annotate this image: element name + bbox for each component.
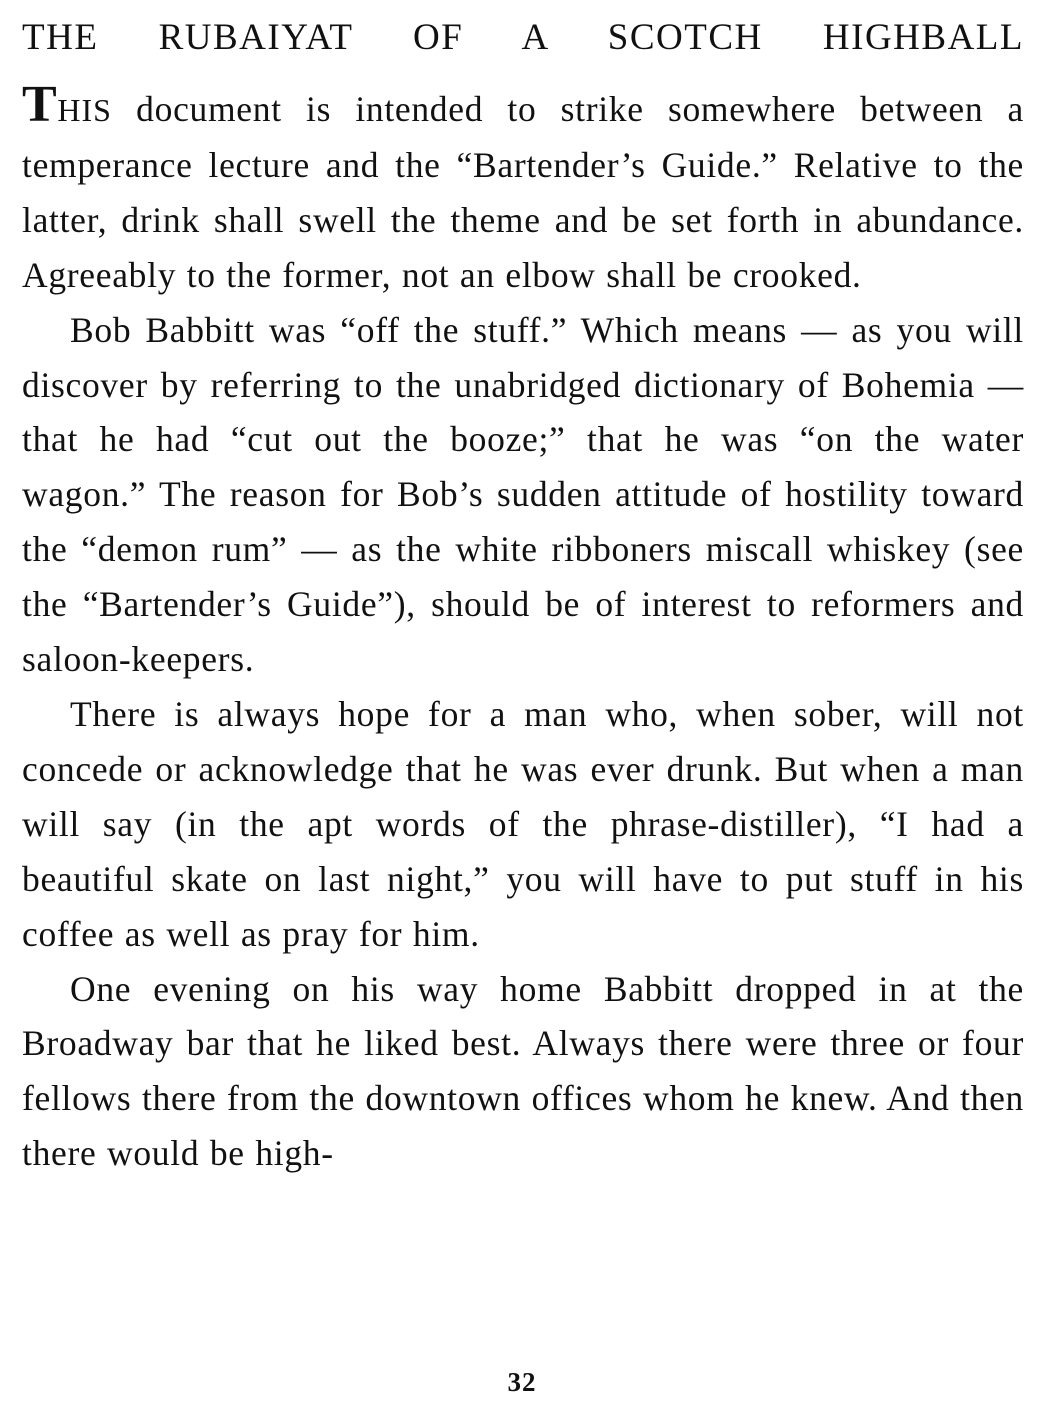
page-number: 32 xyxy=(507,1367,537,1397)
opening-text: document is intended to strike somewhere between a temperance lecture and the “Bartender’s Guide.” Relative to the latter, drink shall swell the theme and be set forth in abundance. Agreeably to the former, not an elbow shall be crooked. xyxy=(22,89,1024,295)
opening-paragraph xyxy=(22,76,1024,303)
paragraph: One evening on his way home Babbitt dropped in at the Broadway bar that he liked best. Always there were three or four fellows there from the downtown offices whom he knew. And then there would be high- xyxy=(22,968,1024,1174)
paragraph: Bob Babbitt was “off the stuff.” Which means — as you will discover by referring to the unabridged dictionary of Bohemia — that he had “cut out the booze;” that he was “on the water wagon.” The reason for Bob’s sudden attitude of hostility toward the “demon rum” — as the white ribboners miscall whiskey (see the “Bartender’s Guide”), should be of interest to reformers and saloon-keepers. xyxy=(22,309,1024,680)
opening-smallcaps: HIS xyxy=(57,92,112,128)
running-head: THE RUBAIYAT OF A SCOTCH HIGHBALL xyxy=(22,17,1024,58)
body-text xyxy=(22,76,1024,1181)
initial-letter: T xyxy=(22,76,58,133)
paragraph: There is always hope for a man who, when sober, will not concede or acknowledge that he was ever drunk. But when a man will say (in the apt words of the phrase-distiller), “I had a beautiful skate on last night,” you will have to put stuff in his coffee as well as pray for him. xyxy=(22,693,1024,954)
